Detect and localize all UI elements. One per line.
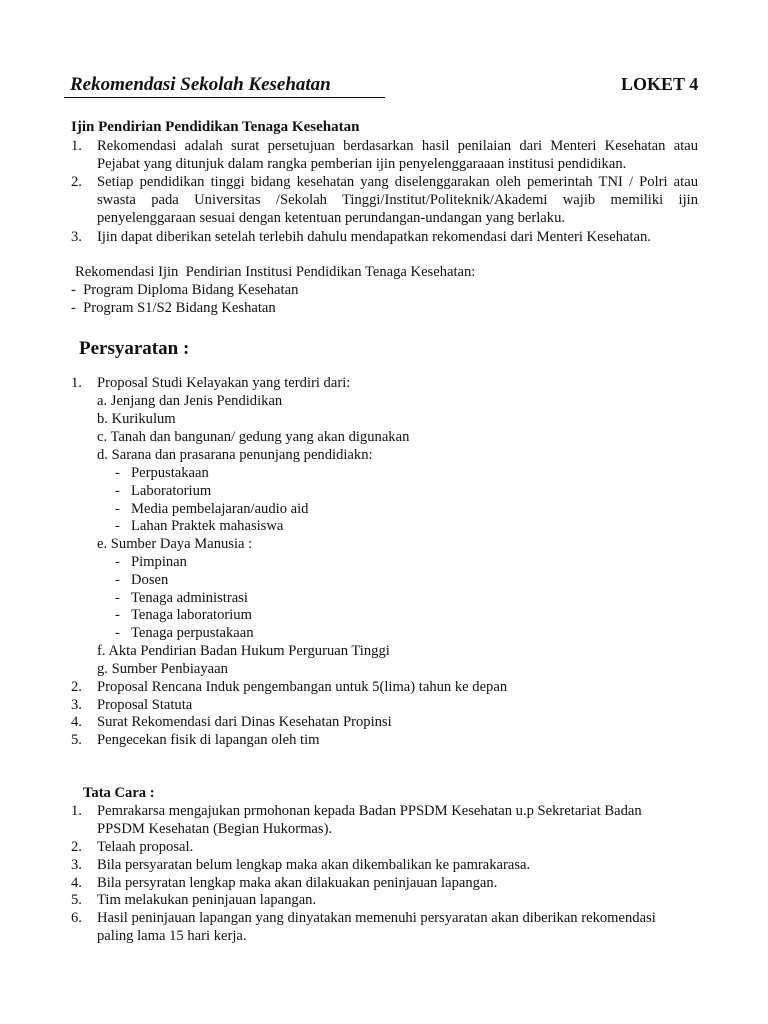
procedure-line: Pemrakarsa mengajukan prmohonan kepada Badan PPSDM Kesehatan u.p Sekretariat Badan: [97, 803, 642, 819]
dash-bullet: -: [115, 554, 120, 570]
sub-item: f. Akta Pendirian Badan Hukum Perguruan Tinggi: [97, 643, 390, 659]
loket-label: LOKET 4: [621, 74, 699, 94]
list-number: 4.: [71, 714, 82, 730]
dash-bullet: -: [115, 518, 120, 534]
sub-item: e. Sumber Daya Manusia :: [97, 536, 253, 552]
procedure-line: Bila persyaratan belum lengkap maka akan dikembalikan ke pamrakarasa.: [97, 857, 531, 873]
requirement-item: Proposal Rencana Induk pengembangan untuk 5(lima) tahun ke depan: [97, 679, 508, 695]
procedure-line: paling lama 15 hari kerja.: [97, 928, 247, 944]
dash-bullet: -: [115, 572, 120, 588]
list-number: 6.: [71, 910, 82, 926]
dash-bullet: -: [115, 483, 120, 499]
paragraph-line: Ijin dapat diberikan setelah terlebih dahulu mendapatkan rekomendasi dari Menteri Kesehatan.: [97, 229, 651, 245]
requirement-item: Surat Rekomendasi dari Dinas Kesehatan Propinsi: [97, 714, 392, 730]
procedure-line: Bila persyratan lengkap maka akan dilakuakan peninjauan lapangan.: [97, 875, 498, 891]
list-number: 1.: [71, 138, 82, 154]
title-underline: [64, 97, 385, 98]
requirement-item: Proposal Statuta: [97, 697, 193, 713]
dash-bullet: -: [115, 590, 120, 606]
paragraph-line: Setiap pendidikan tinggi bidang kesehatan yang diselenggarakan oleh pemerintah TNI / Polri atau: [97, 174, 698, 190]
dash-bullet: -: [115, 607, 120, 623]
staff-item: Dosen: [131, 572, 169, 588]
staff-item: Pimpinan: [131, 554, 187, 570]
requirement-item: Proposal Studi Kelayakan yang terdiri dari:: [97, 375, 351, 391]
staff-item: Tenaga administrasi: [131, 590, 248, 606]
list-number: 1.: [71, 375, 82, 391]
persyaratan-heading: Persyaratan :: [79, 338, 190, 359]
sub-item: g. Sumber Penbiayaan: [97, 661, 228, 677]
sub-item: c. Tanah dan bangunan/ gedung yang akan digunakan: [97, 429, 410, 445]
staff-item: Tenaga laboratorium: [131, 607, 252, 623]
facility-item: Laboratorium: [131, 483, 212, 499]
procedure-line: Telaah proposal.: [97, 839, 194, 855]
procedure-line: Hasil peninjauan lapangan yang dinyatakan memenuhi persyaratan akan diberikan rekomendasi: [97, 910, 656, 926]
procedure-line: Tim melakukan peninjauan lapangan.: [97, 892, 317, 908]
paragraph-line: swasta pada Universitas /Sekolah Tinggi/Institut/Politeknik/Akademi wajib memiliki ijin: [97, 192, 698, 208]
list-number: 5.: [71, 892, 82, 908]
facility-item: Media pembelajaran/audio aid: [131, 501, 309, 517]
dash-bullet: -: [115, 501, 120, 517]
program-item: - Program Diploma Bidang Kesehatan: [71, 282, 299, 298]
procedure-line: PPSDM Kesehatan (Begian Hukormas).: [97, 821, 333, 837]
sub-item: b. Kurikulum: [97, 411, 176, 427]
paragraph-line: Rekomendasi adalah surat persetujuan berdasarkan hasil penilaian dari Menteri Kesehatan atau: [97, 138, 698, 154]
paragraph-line: penyelenggaraan sesuai dengan ketentuan perundangan-undangan yang berlaku.: [97, 210, 566, 226]
list-number: 1.: [71, 803, 82, 819]
staff-item: Tenaga perpustakaan: [131, 625, 254, 641]
facility-item: Lahan Praktek mahasiswa: [131, 518, 284, 534]
sub-item: a. Jenjang dan Jenis Pendidikan: [97, 393, 283, 409]
dash-bullet: -: [115, 465, 120, 481]
dash-bullet: -: [115, 625, 120, 641]
list-number: 2.: [71, 174, 82, 190]
tata-cara-heading: Tata Cara :: [83, 785, 155, 801]
list-number: 3.: [71, 697, 82, 713]
program-item: - Program S1/S2 Bidang Keshatan: [71, 300, 276, 316]
list-number: 3.: [71, 229, 82, 245]
document-title: Rekomendasi Sekolah Kesehatan: [70, 74, 331, 95]
requirement-item: Pengecekan fisik di lapangan oleh tim: [97, 732, 320, 748]
list-number: 2.: [71, 679, 82, 695]
ijin-heading: Ijin Pendirian Pendidikan Tenaga Kesehatan: [71, 119, 360, 135]
rekomendasi-intro: Rekomendasi Ijin Pendirian Institusi Pendidikan Tenaga Kesehatan:: [75, 264, 476, 280]
list-number: 4.: [71, 875, 82, 891]
list-number: 2.: [71, 839, 82, 855]
facility-item: Perpustakaan: [131, 465, 209, 481]
paragraph-line: Pejabat yang ditunjuk dalam rangka pemberian ijin penyelenggaraaan institusi pendidikan.: [97, 156, 627, 172]
list-number: 5.: [71, 732, 82, 748]
sub-item: d. Sarana dan prasarana penunjang pendidiakn:: [97, 447, 373, 463]
list-number: 3.: [71, 857, 82, 873]
